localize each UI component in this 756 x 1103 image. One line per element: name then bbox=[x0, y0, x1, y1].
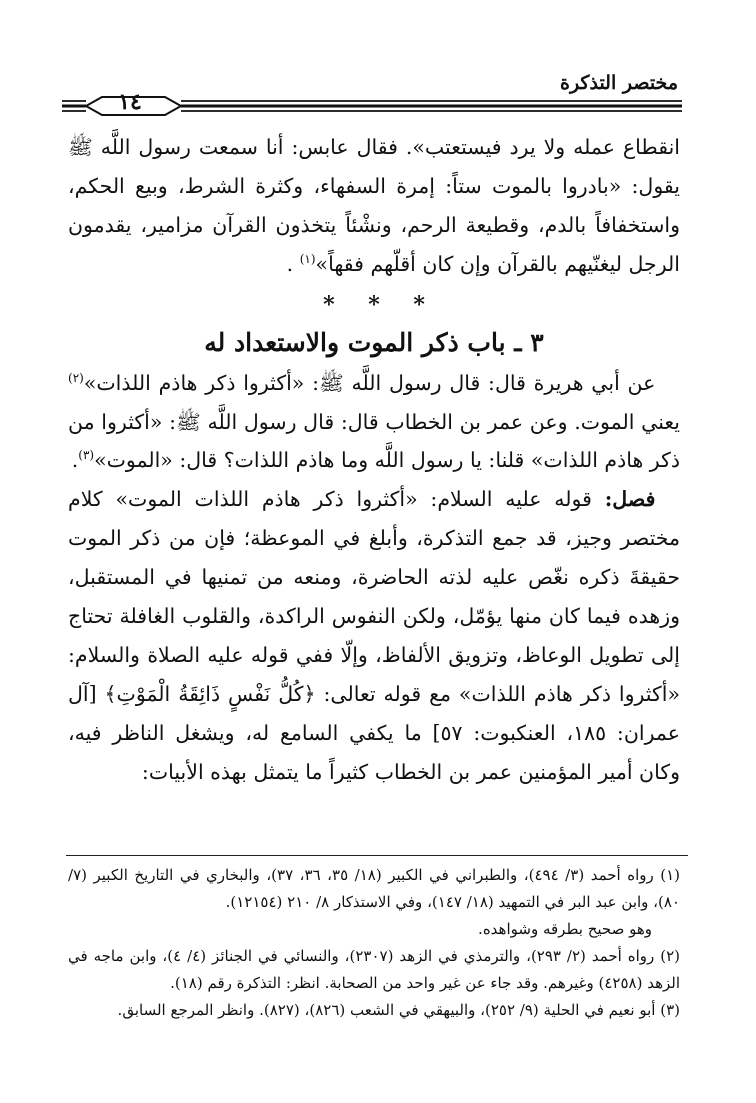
page-number: ١٤ bbox=[118, 89, 142, 115]
paragraph-text-cont: يعني الموت. وعن عمر بن الخطاب قال: قال رسول اللَّه ﷺ: «أكثروا من ذكر هاذم اللذات» قلنا: يا رسول اللَّه وما هاذم اللذات؟ قال: «الموت» bbox=[68, 409, 680, 473]
footnote-ref-3: (٣) bbox=[78, 448, 95, 463]
footnote-divider bbox=[66, 855, 688, 856]
footnote-1-note: وهو صحيح بطرقه وشواهده. bbox=[478, 920, 652, 938]
footnote-ref-2: (٢) bbox=[68, 370, 84, 385]
paragraph-text: انقطاع عمله ولا يرد فيستعتب». فقال عابس: أنا سمعت رسول اللَّه ﷺ يقول: «بادروا بالموت ستاً: إمرة السفهاء، وكثرة الشرط، وبيع الحكم، واستخفافاً بالدم، وقطيعة الرحم، ونشْئاً يتخذون القرآن مزامير، يقدمون الرجل ليغنّيهم بالقرآن وإن كان أقلّهم فقهاً» bbox=[68, 135, 680, 276]
paragraph-hadith-continuation bbox=[68, 128, 680, 284]
footnote-1: (١) رواه أحمد (٣/ ٤٩٤)، والطبراني في الكبير (١٨/ ٣٥، ٣٦، ٣٧)، والبخاري في التاريخ الكبير (٧/ ٨٠)، وابن عبد البر في التمهيد (١٨/ ١٤٧)، وفي الاستذكار ٨/ ٢١٠ (١٢١٥٤). bbox=[68, 866, 681, 911]
section-separator-stars: * * * bbox=[323, 291, 425, 318]
paragraph-end: . bbox=[71, 448, 79, 473]
main-text bbox=[68, 128, 680, 792]
paragraph-end: . bbox=[286, 251, 300, 276]
footnote-2: (٢) رواه أحمد (٢/ ٢٩٣)، والترمذي في الزهد (٢٣٠٧)، والنسائي في الجنائز (٤/ ٤)، وابن ماجه في الزهد (٤٢٥٨) وغيرهم. وقد جاء عن غير واحد من الصحابة. انظر: التذكرة رقم (١٨). bbox=[68, 947, 680, 992]
paragraph-commentary bbox=[68, 480, 680, 791]
footnote-3: (٣) أبو نعيم في الحلية (٩/ ٢٥٢)، والبيهقي في الشعب (٨٢٦)، (٨٢٧). وانظر المرجع السابق. bbox=[117, 1001, 680, 1019]
paragraph-hadith bbox=[68, 364, 680, 481]
footnotes-section bbox=[68, 862, 680, 1024]
paragraph-text: قوله عليه السلام: «أكثروا ذكر هاذم اللذات الموت» كلام مختصر وجيز، قد جمع التذكرة، وأبلغ في الموعظة؛ فإن من ذكر الموت حقيقةَ ذكره نغّص عليه لذته الحاضرة، ومنعه من تمنيها في المستقبل، وزهده فيما كان منها يؤمّل، ولكن النفوس الراكدة، والقلوب الغافلة تحتاج إلى تطويل الوعاظ، وتزويق الألفاظ، وإلّا ففي قوله عليه الصلاة والسلام: «أكثروا ذكر هاذم اللذات» مع قوله تعالى: ﴿كُلُّ نَفْسٍ ذَائِقَةُ الْمَوْتِ﴾ [آل عمران: ١٨٥، العنكبوت: ٥٧] ما يكفي السامع له، ويشغل الناظر فيه، وكان أمير المؤمنين عمر بن الخطاب كثيراً ما يتمثل بهذه الأبيات: bbox=[68, 487, 680, 784]
running-header-title: مختصر التذكرة bbox=[559, 72, 678, 94]
footnote-ref-1: (١) bbox=[299, 251, 316, 266]
chapter-heading: ٣ ـ باب ذكر الموت والاستعداد له bbox=[204, 327, 544, 357]
section-lead-word: فصل: bbox=[604, 487, 656, 512]
paragraph-text: عن أبي هريرة قال: قال رسول اللَّه ﷺ: «أكثروا ذكر هاذم اللذات» bbox=[83, 370, 656, 395]
